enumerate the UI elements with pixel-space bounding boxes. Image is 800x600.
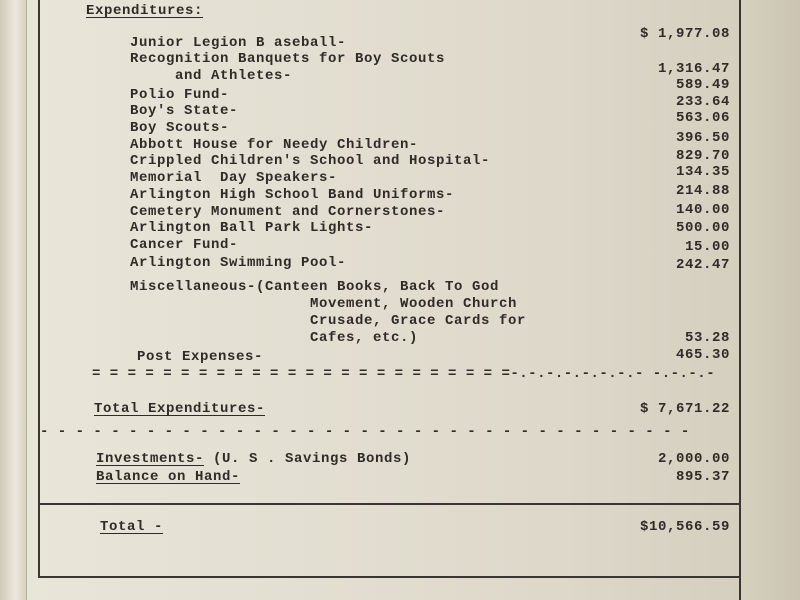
investments-label: Investments- [96,451,205,467]
expenditure-label: and Athletes- [130,68,293,84]
expenditure-label: Junior Legion B aseball- [130,35,347,51]
expenditure-amount: 829.70 [675,148,730,164]
expenditure-amount: 233.64 [675,94,730,110]
balance-amount: 895.37 [675,469,730,485]
expenditure-amount: 563.06 [675,110,730,126]
expenditure-label: Boy Scouts- [130,120,230,136]
expenditure-amount: 15.00 [684,239,730,255]
expenditure-amount: 396.50 [675,130,730,146]
expenditure-amount: 53.28 [684,330,730,346]
expenditure-amount: $ 1,977.08 [639,26,730,42]
expenditure-label: Arlington Swimming Pool- [130,255,347,271]
expenditure-label: Memorial Day Speakers- [130,170,338,186]
binder-edge [0,0,27,600]
section-heading: Expenditures: [86,3,204,19]
right-margin-area [741,0,800,600]
investments-line [96,452,411,467]
equals-separator: = = = = = = = = = = = = = = = = = = = = = = = =-.-.-.-.-.-.-.- -.-.-.- [92,366,716,382]
dashed-separator: - - - - - - - - - - - - - - - - - - - - - - - - - - - - - - - - - - - - - [40,424,690,440]
expenditure-label: Crippled Children's School and Hospital- [130,153,491,169]
total-amount: $10,566.59 [639,519,730,535]
investments-note: (U. S . Savings Bonds) [204,451,412,467]
expenditure-label: Crusade, Grace Cards for [130,313,527,329]
bottom-rule [40,576,740,578]
expenditure-label: Cemetery Monument and Cornerstones- [130,204,446,220]
expenditure-amount: 214.88 [675,183,730,199]
expenditure-label: Arlington Ball Park Lights- [130,220,374,236]
expenditure-amount: 134.35 [675,164,730,180]
expenditure-label: Movement, Wooden Church [130,296,518,312]
expenditure-amount: 465.30 [675,347,730,363]
expenditure-label: Arlington High School Band Uniforms- [130,187,455,203]
expenditure-label: Cancer Fund- [130,237,239,253]
expenditure-label: Post Expenses- [128,349,264,365]
expenditure-label: Polio Fund- [130,87,230,103]
expenditure-amount: 140.00 [675,202,730,218]
investments-amount: 2,000.00 [657,451,730,467]
total-top-rule [40,503,740,505]
balance-label: Balance on Hand- [96,469,241,485]
total-expenditures-label: Total Expenditures- [94,401,266,417]
expenditure-amount: 500.00 [675,220,730,236]
total-expenditures-amount: $ 7,671.22 [639,401,730,417]
left-margin-rule [38,0,40,578]
expenditure-label: Boy's State- [130,103,239,119]
expenditure-amount: 589.49 [675,77,730,93]
expenditure-label: Abbott House for Needy Children- [130,137,419,153]
expenditure-label: Cafes, etc.) [130,330,419,346]
expenditure-amount: 1,316.47 [657,61,730,77]
total-label: Total - [100,519,164,535]
expenditure-label: Recognition Banquets for Boy Scouts [130,51,446,67]
expenditure-label: Miscellaneous-(Canteen Books, Back To God [130,279,500,295]
expenditure-amount: 242.47 [675,257,730,273]
